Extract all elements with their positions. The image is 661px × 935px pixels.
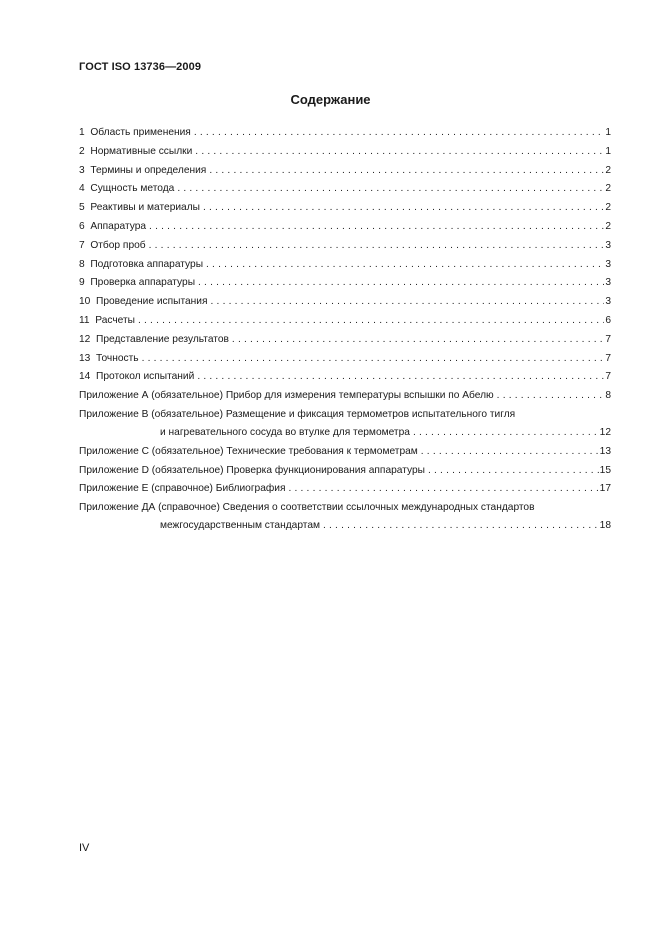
dot-leader — [428, 462, 599, 481]
dot-leader — [197, 368, 604, 387]
toc-entry-page: 7 — [605, 333, 611, 345]
dot-leader — [142, 350, 605, 369]
toc-entry[interactable] — [79, 274, 611, 293]
toc-entry[interactable] — [79, 350, 611, 369]
toc-entry-number: 10 — [79, 296, 91, 308]
dot-leader — [149, 237, 605, 256]
toc-annex-label: Приложение ДА (справочное) Сведения о соответствии ссылочных международных стандартов — [79, 502, 535, 514]
dot-leader — [497, 387, 605, 406]
dot-leader — [421, 443, 599, 462]
toc-annex-entry-line2[interactable] — [79, 517, 611, 536]
toc-annex-entry-line1[interactable] — [79, 406, 611, 424]
toc-entry-number: 2 — [79, 145, 85, 157]
toc-entry-label: Область применения — [90, 127, 191, 138]
toc-entry[interactable] — [79, 199, 611, 218]
dot-leader — [323, 517, 599, 536]
toc-title: Содержание — [290, 92, 371, 107]
toc-entry-number: 6 — [79, 220, 85, 232]
toc-annex-entry-line1[interactable] — [79, 499, 611, 517]
toc-entry-page: 2 — [605, 202, 611, 214]
toc-entry-page: 17 — [599, 483, 611, 495]
toc-entry-label: Сущность метода — [90, 183, 175, 195]
toc-annex-entry[interactable] — [79, 480, 611, 499]
toc-entry-page: 2 — [605, 183, 611, 195]
toc-entry-number: 7 — [79, 239, 85, 251]
toc-entry-number: 9 — [79, 277, 85, 289]
toc-entry-page: 3 — [605, 296, 611, 308]
toc-annex-entry[interactable] — [79, 387, 611, 406]
toc-entry-label: Аппаратура — [90, 220, 147, 232]
toc-entry-number: 14 — [79, 371, 91, 383]
toc-entry[interactable] — [79, 368, 611, 387]
toc-entry-page: 1 — [605, 145, 611, 157]
toc-entry-number: 11 — [79, 314, 90, 326]
toc-entry[interactable] — [79, 237, 611, 256]
toc-entry-page: 3 — [605, 239, 611, 251]
toc-annex-label: Приложение D (обязательное) Проверка функционирования аппаратуры — [79, 464, 425, 476]
toc-entry-label: Представление результатов — [96, 333, 229, 345]
toc-entry[interactable] — [79, 256, 611, 275]
toc-entry-label: Нормативные ссылки — [90, 145, 193, 157]
toc-entry[interactable] — [79, 331, 611, 350]
toc-entry-label: Термины и определения — [90, 164, 207, 176]
dot-leader — [198, 274, 604, 293]
toc-entry-number: 8 — [79, 258, 85, 270]
toc-annex-entry[interactable] — [79, 462, 611, 481]
toc-entry-label: Точность — [96, 352, 139, 364]
dot-leader — [209, 162, 604, 181]
toc-entry-number: 1 — [79, 127, 85, 138]
toc-entry-label: Подготовка аппаратуры — [90, 258, 204, 270]
toc-entry-page: 6 — [605, 314, 611, 326]
dot-leader — [211, 293, 605, 312]
toc-entry[interactable] — [79, 218, 611, 237]
toc-entry-number: 3 — [79, 164, 85, 176]
toc-annex-label-continued: и нагревательного сосуда во втулке для термометра — [160, 426, 410, 438]
toc-annex-entry[interactable] — [79, 443, 611, 462]
toc-entry-label: Реактивы и материалы — [90, 202, 200, 214]
toc-entry[interactable] — [79, 293, 611, 312]
toc-annex-label: Приложение Е (справочное) Библиография — [79, 483, 286, 495]
dot-leader — [177, 180, 604, 199]
toc-annex-label: Приложение С (обязательное) Технические требования к термометрам — [79, 445, 418, 457]
toc-entry[interactable] — [79, 162, 611, 181]
toc-entry-page: 3 — [605, 277, 611, 289]
toc-entry-label: Проверка аппаратуры — [90, 277, 196, 289]
table-of-contents — [79, 124, 611, 536]
toc-entry[interactable] — [79, 143, 611, 162]
page-number: IV — [79, 842, 90, 854]
toc-entry-page: 7 — [605, 352, 611, 364]
toc-entry-page: 8 — [605, 390, 611, 402]
toc-entry-page: 3 — [605, 258, 611, 270]
dot-leader — [288, 480, 598, 499]
toc-annex-label: Приложение В (обязательное) Размещение и фиксация термометров испытательного тигля — [79, 408, 516, 420]
toc-entry-number: 12 — [79, 333, 91, 345]
dot-leader — [203, 199, 604, 218]
dot-leader — [195, 143, 604, 162]
toc-annex-label: Приложение А (обязательное) Прибор для измерения температуры вспышки по Абелю — [79, 390, 494, 402]
toc-entry-number: 13 — [79, 352, 91, 364]
toc-entry[interactable] — [79, 312, 611, 331]
toc-entry-page: 1 — [605, 127, 611, 138]
dot-leader — [413, 424, 599, 443]
toc-annex-entry-line2[interactable] — [79, 424, 611, 443]
dot-leader — [232, 331, 604, 350]
dot-leader — [149, 218, 604, 237]
toc-entry-label: Отбор проб — [90, 239, 146, 251]
toc-entry-number: 5 — [79, 202, 85, 214]
toc-entry-label: Проведение испытания — [96, 296, 208, 308]
toc-entry[interactable] — [79, 180, 611, 199]
toc-entry-number: 4 — [79, 183, 85, 195]
toc-entry-label: Протокол испытаний — [96, 371, 195, 383]
toc-entry-page: 13 — [599, 445, 611, 457]
toc-entry-page: 15 — [599, 464, 611, 476]
toc-entry[interactable] — [79, 124, 611, 143]
dot-leader — [138, 312, 604, 331]
toc-entry-page: 18 — [599, 520, 611, 532]
toc-annex-label-continued: межгосударственным стандартам — [160, 520, 320, 532]
document-code: ГОСТ ISO 13736—2009 — [79, 61, 202, 73]
toc-entry-label: Расчеты — [95, 314, 135, 326]
toc-entry-page: 2 — [605, 164, 611, 176]
dot-leader — [194, 124, 605, 143]
dot-leader — [206, 256, 604, 275]
toc-entry-page: 12 — [599, 426, 611, 438]
toc-entry-page: 2 — [605, 220, 611, 232]
toc-entry-page: 7 — [605, 371, 611, 383]
